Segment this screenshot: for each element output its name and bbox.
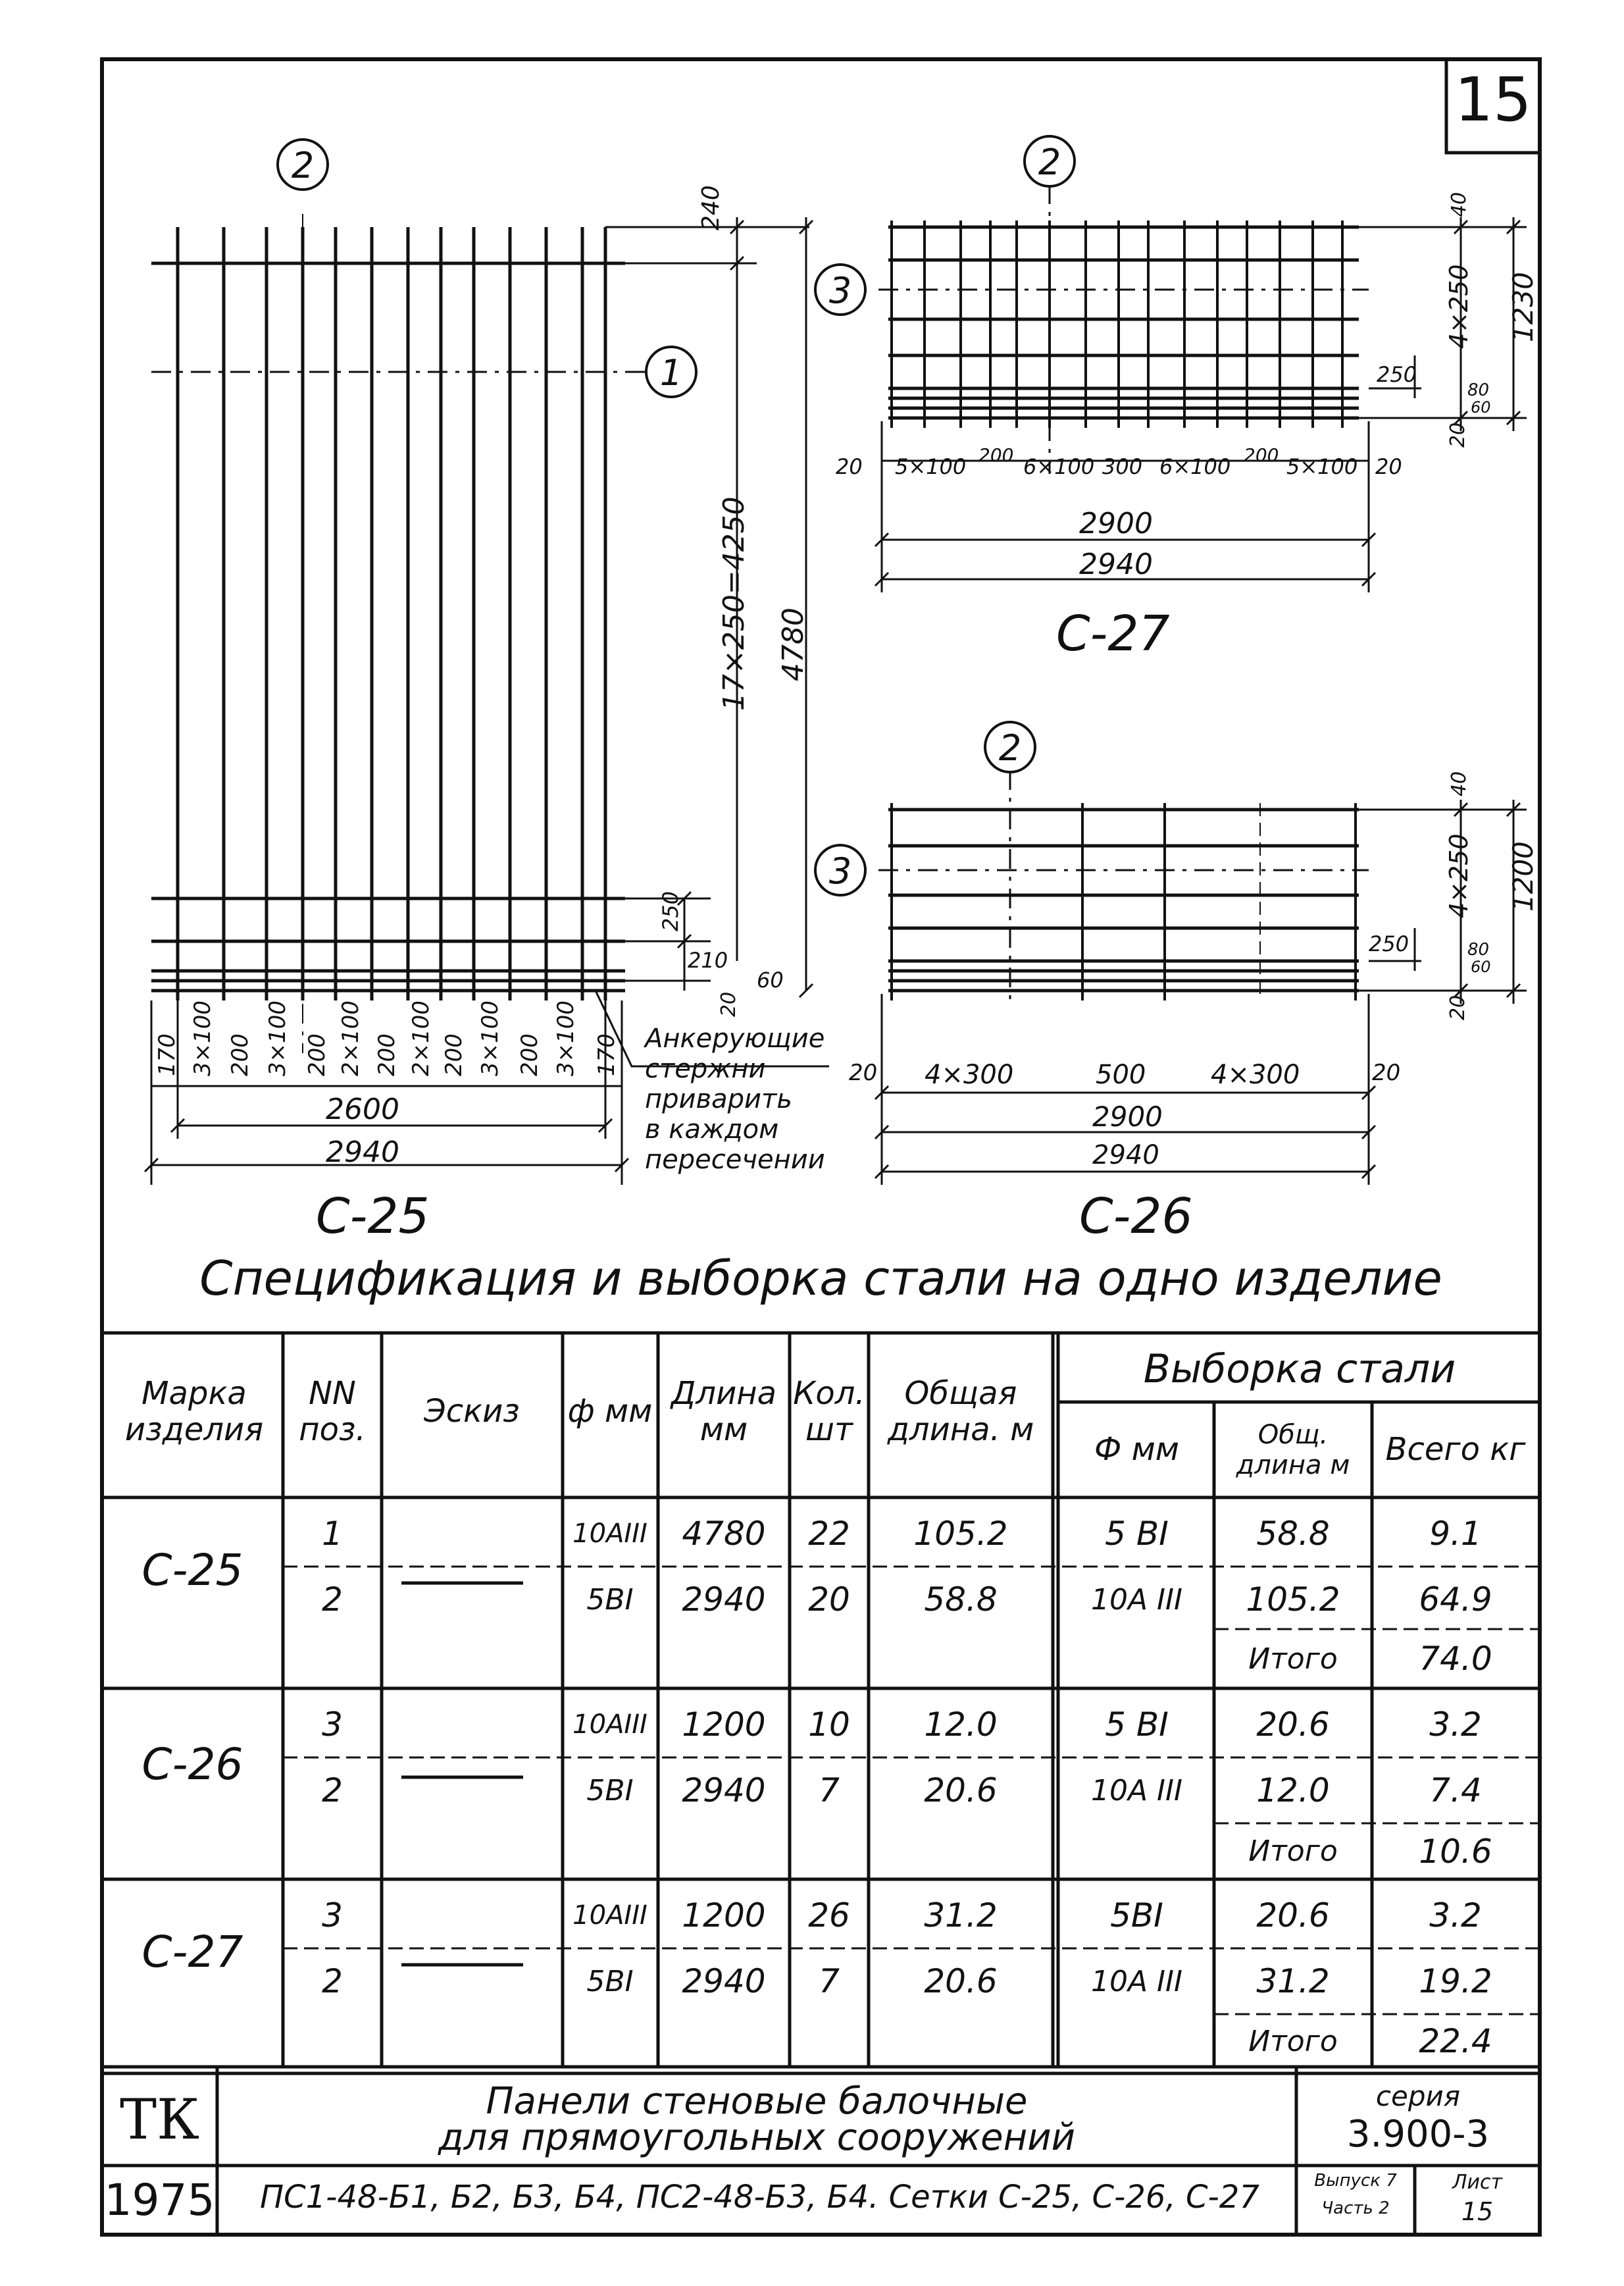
c27-r1-length: 2940	[682, 1962, 766, 2000]
c26-spacing-3: 4×300	[1211, 1060, 1300, 1090]
c25-dim-top: 240	[698, 185, 724, 230]
c27-r0-skg: 3.2	[1429, 1896, 1482, 1935]
c25-r1-total: 58.8	[924, 1580, 998, 1619]
c25-r2-skg: 74.0	[1419, 1640, 1492, 1678]
c26-rdim-4: 80	[1467, 940, 1490, 960]
c27-dim-2900: 2900	[1079, 507, 1153, 540]
c25-r1-qty: 20	[808, 1580, 850, 1619]
c27-title: С-27	[1056, 606, 1170, 662]
c26-spacing-2: 500	[1096, 1060, 1146, 1090]
subtitle: ПС1-48-Б1, Б2, Б3, Б4, ПС2-48-Б3, Б4. Сетки С-25, С-26, С-27	[260, 2179, 1259, 2216]
c25-r2-slen: Итого	[1248, 1642, 1338, 1676]
c27-spacing-3: 6×100	[1023, 454, 1095, 479]
c27-rdim-5: 60	[1471, 398, 1491, 417]
c25-spacing-1: 3×100	[190, 1000, 216, 1076]
c26-spacing-4: 20	[1372, 1060, 1401, 1086]
c26-r0-length: 1200	[682, 1705, 766, 1744]
c27-r1-skg: 19.2	[1419, 1962, 1492, 2000]
c25-spacing-7: 2×100	[408, 1000, 434, 1076]
c27-r2-skg: 22.4	[1419, 2022, 1492, 2060]
th-pos: NN поз.	[299, 1374, 366, 1448]
c25-spacing-9: 3×100	[477, 1000, 503, 1076]
c26-callout-top: 2	[998, 727, 1022, 769]
th-steel-group: Выборка стали	[1143, 1345, 1456, 1392]
c27-r0-total: 31.2	[924, 1896, 998, 1935]
c26-r1-qty: 7	[819, 1771, 840, 1809]
c27-r1-slen: 31.2	[1256, 1962, 1330, 2000]
c26-dim-2900: 2900	[1092, 1101, 1163, 1133]
c26-r1-sdiam: 10А III	[1090, 1773, 1182, 1807]
c27-callout-top: 2	[1038, 142, 1061, 183]
c27-r0-pos: 3	[322, 1896, 343, 1935]
c27-rdim-0: 40	[1448, 192, 1471, 217]
c25-r1-pos: 2	[322, 1580, 343, 1619]
c26-r0-sdiam: 5 BI	[1105, 1705, 1169, 1744]
title-line2: для прямоугольных сооружений	[438, 2116, 1076, 2159]
th-length: Длина мм	[671, 1374, 777, 1448]
note-line-3: в каждом	[645, 1114, 779, 1145]
c27-dim-2940: 2940	[1079, 548, 1153, 581]
c25-dim-2600: 2600	[326, 1093, 399, 1126]
c27-spacing-8: 20	[1375, 454, 1402, 479]
c26-r1-skg: 7.4	[1429, 1771, 1482, 1809]
c27-spacing-6: 200	[1244, 444, 1279, 466]
th-total-len: Общая длина. м	[887, 1374, 1034, 1448]
c27-r0-diam: 10АIII	[572, 1900, 647, 1931]
c26-r2-slen: Итого	[1248, 1834, 1338, 1868]
part-label: Часть 2	[1321, 2198, 1390, 2218]
group-mark-c25: С-25	[141, 1544, 243, 1596]
c25-dim-bottom-c: 60	[757, 968, 784, 993]
c25-dim-bottom-d: 20	[717, 991, 740, 1017]
c26-r0-total: 12.0	[924, 1705, 998, 1744]
note-line-2: приварить	[645, 1084, 792, 1114]
c25-dim-vertical-total: 4780	[776, 608, 810, 681]
c26-rdim-6: 20	[1446, 995, 1469, 1020]
c26-rdim-5: 60	[1471, 958, 1491, 976]
c26-r1-slen: 12.0	[1256, 1771, 1330, 1809]
c25-callout-top: 2	[291, 145, 315, 186]
c26-r2-skg: 10.6	[1419, 1832, 1492, 1871]
c25-dim-bottom-a: 250	[658, 891, 683, 931]
c25-r0-length: 4780	[682, 1515, 766, 1553]
org-label: ТК	[119, 2087, 200, 2152]
c27-rdim-2: 1230	[1507, 272, 1539, 342]
c27-r1-diam: 5BI	[586, 1964, 634, 1998]
th-steel-diam: Ф мм	[1094, 1430, 1179, 1468]
c26-spacing-0: 20	[849, 1060, 878, 1086]
c26-r0-qty: 10	[808, 1705, 850, 1744]
c27-r0-sdiam: 5BI	[1110, 1896, 1163, 1935]
sheet-label: Лист	[1452, 2171, 1503, 2194]
c25-spacing-12: 170	[594, 1033, 620, 1076]
th-qty: Кол. шт	[793, 1374, 865, 1448]
c25-spacing-11: 3×100	[553, 1000, 579, 1076]
c25-spacing-4: 200	[304, 1033, 330, 1076]
th-sketch: Эскиз	[424, 1393, 520, 1430]
c26-r1-total: 20.6	[924, 1771, 998, 1809]
sheet-value: 15	[1461, 2197, 1494, 2226]
c25-dim-2940: 2940	[326, 1135, 399, 1169]
c27-r2-slen: Итого	[1248, 2024, 1338, 2058]
note-line-1: стержни	[645, 1054, 766, 1084]
th-steel-total-len: Общ. длина м	[1236, 1419, 1350, 1480]
c25-r1-slen: 105.2	[1246, 1580, 1340, 1619]
c27-r1-pos: 2	[322, 1962, 343, 2000]
c26-r0-skg: 3.2	[1429, 1705, 1482, 1744]
c26-rdim-1: 4×250	[1444, 833, 1473, 918]
c27-spacing-0: 20	[836, 454, 863, 479]
c26-rdim-2: 1200	[1507, 841, 1539, 912]
th-diam: ф мм	[567, 1393, 653, 1430]
c26-spacing-1: 4×300	[925, 1060, 1014, 1090]
c26-r1-pos: 2	[322, 1771, 343, 1809]
c25-spacing-2: 200	[227, 1033, 253, 1076]
issue-label: Выпуск 7	[1314, 2171, 1397, 2191]
c25-callout-side: 1	[659, 352, 683, 394]
c27-r0-slen: 20.6	[1256, 1896, 1330, 1935]
c25-dim-vertical-inner: 17×250=4250	[717, 496, 751, 711]
c25-r1-length: 2940	[682, 1580, 766, 1619]
c25-r1-sdiam: 10А III	[1090, 1582, 1182, 1617]
sheet-number: 15	[1454, 65, 1532, 135]
series-value: 3.900-3	[1346, 2113, 1490, 2156]
group-mark-c26: С-26	[141, 1738, 243, 1790]
c25-title: С-25	[316, 1188, 430, 1245]
group-mark-c27: С-27	[141, 1926, 243, 1977]
c25-r0-skg: 9.1	[1429, 1515, 1482, 1553]
series-label: серия	[1375, 2080, 1461, 2112]
th-mark: Марка изделия	[124, 1374, 264, 1448]
c27-r1-total: 20.6	[924, 1962, 998, 2000]
c25-spacing-6: 200	[374, 1033, 400, 1076]
c26-r1-length: 2940	[682, 1771, 766, 1809]
note-line-0: Анкерующие	[645, 1024, 825, 1054]
c27-callout-side: 3	[828, 270, 852, 311]
c25-r0-diam: 10АIII	[572, 1519, 647, 1549]
c25-r0-pos: 1	[322, 1515, 343, 1553]
title-line1: Панели стеновые балочные	[486, 2080, 1028, 2123]
c26-r0-diam: 10АIII	[572, 1709, 647, 1740]
c27-spacing-1: 5×100	[895, 454, 967, 479]
c27-spacing-4: 300	[1102, 454, 1143, 479]
c26-r0-pos: 3	[322, 1705, 343, 1744]
c25-spacing-8: 200	[441, 1033, 467, 1076]
c27-r1-sdiam: 10А III	[1090, 1964, 1182, 1998]
c25-spacing-3: 3×100	[265, 1000, 291, 1076]
year-label: 1975	[104, 2175, 215, 2225]
c26-rdim-0: 40	[1448, 771, 1471, 796]
c27-spacing-5: 6×100	[1159, 454, 1231, 479]
c27-r0-qty: 26	[808, 1896, 850, 1935]
th-steel-total-kg: Всего кг	[1385, 1430, 1526, 1468]
c27-rdim-6: 20	[1446, 422, 1469, 448]
note-line-4: пересечении	[645, 1145, 825, 1175]
c27-r1-qty: 7	[819, 1962, 840, 2000]
c26-dim-2940: 2940	[1092, 1140, 1159, 1170]
c25-r1-skg: 64.9	[1419, 1580, 1492, 1619]
c25-dim-bottom-b: 210	[688, 948, 728, 973]
c25-r1-diam: 5BI	[586, 1582, 634, 1617]
c25-spacing-10: 200	[517, 1033, 543, 1076]
c25-r0-sdiam: 5 BI	[1105, 1515, 1169, 1553]
c27-rdim-1: 4×250	[1444, 264, 1473, 349]
spec-title: Спецификация и выборка стали на одно изделие	[199, 1251, 1442, 1306]
c26-r1-diam: 5BI	[586, 1773, 634, 1807]
c27-spacing-7: 5×100	[1286, 454, 1358, 479]
c25-spacing-0: 170	[154, 1033, 180, 1076]
c26-title: С-26	[1079, 1188, 1193, 1245]
c26-rdim-3: 250	[1369, 931, 1409, 956]
c25-r0-qty: 22	[808, 1515, 850, 1553]
c27-r0-length: 1200	[682, 1896, 766, 1935]
c27-spacing-2: 200	[978, 444, 1014, 466]
c25-r0-total: 105.2	[913, 1515, 1008, 1553]
c25-spacing-5: 2×100	[338, 1000, 364, 1076]
c27-rdim-3: 250	[1377, 362, 1417, 387]
c25-r0-slen: 58.8	[1256, 1515, 1330, 1553]
c27-rdim-4: 80	[1467, 380, 1490, 400]
c26-callout-side: 3	[828, 850, 852, 892]
c26-r0-slen: 20.6	[1256, 1705, 1330, 1744]
